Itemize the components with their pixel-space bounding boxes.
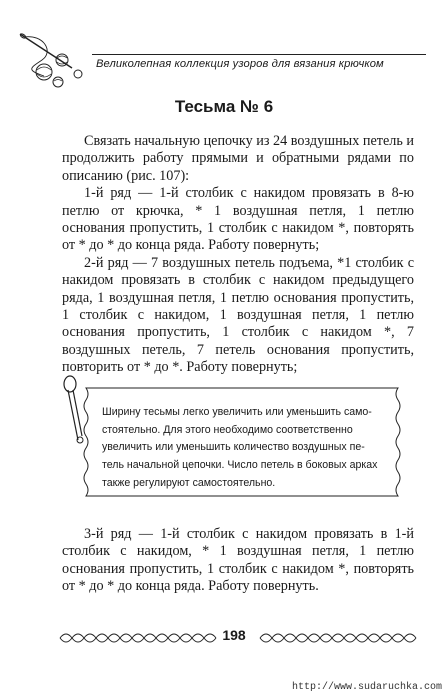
row-1-paragraph: 1-й ряд — 1-й столбик с накидом провязать в 8-ю петлю от крючка, * 1 воздушная петля, 1 петлю основания пропустить, 1 столбик с накидом *, повторять от * до * до конца ряда. Работу повернуть; [62,185,414,254]
header-rule [92,54,426,55]
page-number: 198 [222,627,246,643]
note-line: увеличить или уменьшить количество воздушных пе- [102,441,365,454]
section-title: Тесьма № 6 [174,97,274,116]
note-line: также регулируют самостоятельно. [102,476,276,489]
footer-ornament-left [58,630,218,646]
running-header: Великолепная коллекция узоров для вязания крючком [96,58,384,70]
intro-paragraph: Связать начальную цепочку из 24 воздушных петель и продолжить работу прямыми и обратными рядами по описанию (рис. 107): [62,133,414,184]
safety-pin-icon [56,370,96,446]
note-line: стоятельно. Для этого необходимо соответственно [102,423,353,436]
site-watermark: http://www.sudaruchka.com [291,682,442,693]
sewing-needle-icon [14,30,90,92]
tip-note [64,380,404,498]
tip-note-text [102,404,388,493]
note-line: тель начальной цепочки. Число петель в боковых арках [102,459,378,472]
note-line: Ширину тесьмы легко увеличить или уменьшить само- [102,406,372,418]
instructions-top [62,133,414,377]
row-3-paragraph: 3-й ряд — 1-й столбик с накидом провязать в 1-й столбик с накидом, * 1 воздушная петля, 1 петлю основания пропустить, 1 столбик с накидом *, повторять от * до * до конца ряда. Работу повернуть. [62,526,414,595]
row-2-paragraph: 2-й ряд — 7 воздушных петель подъема, *1 столбик с накидом провязать в столбик с накидом предыдущего ряда, 1 воздушная петля, 1 петлю основания пропустить, 1 столбик с накидом, 1 воздушная петля, 1 петлю основания пропустить, 1 столбик с накидом *, 7 воздушных петель, 7 петель основания пропустить, повторить от * до *. Работу повернуть; [62,254,414,376]
footer-ornament-right [258,630,418,646]
instructions-bottom [62,526,414,596]
